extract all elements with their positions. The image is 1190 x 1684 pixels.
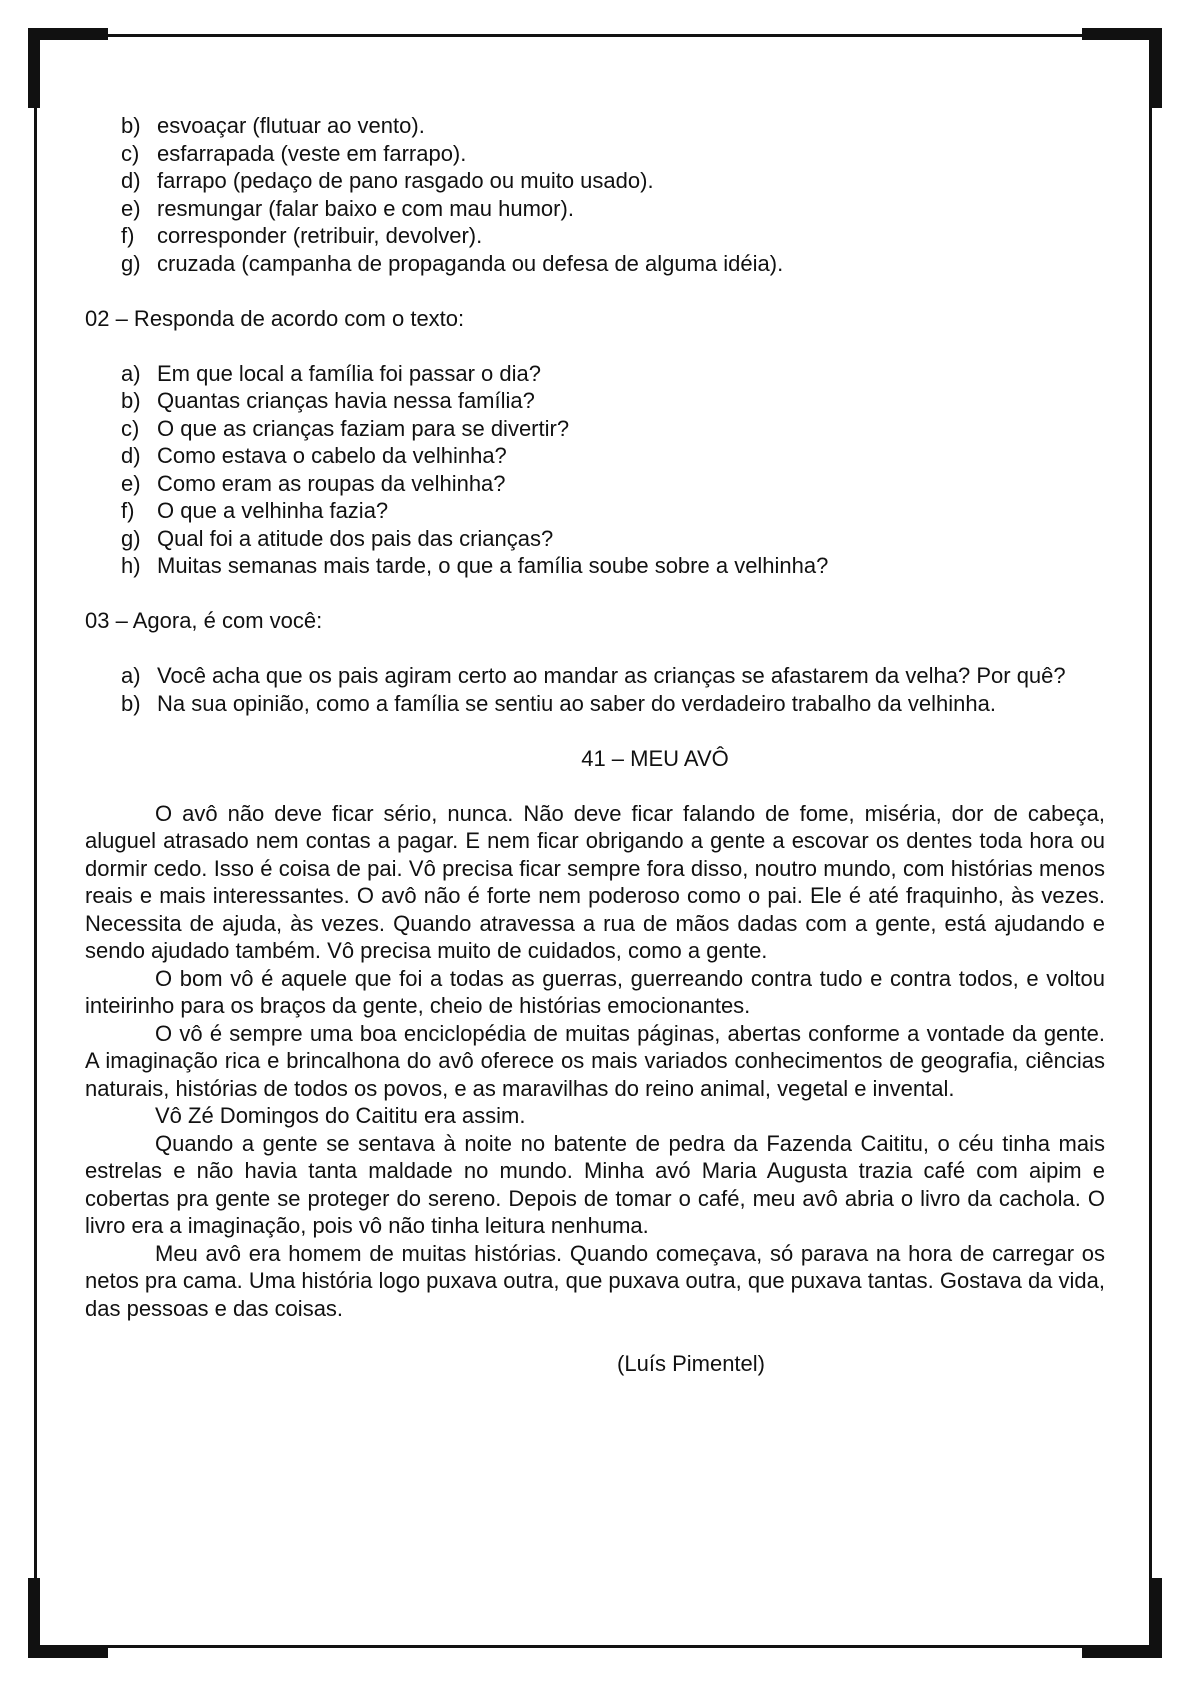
- item-text: esfarrapada (veste em farrapo).: [157, 140, 467, 166]
- story-author: (Luís Pimentel): [617, 1350, 765, 1376]
- item-text: O que as crianças faziam para se divertir?: [157, 415, 570, 441]
- story-paragraph: O avô não deve ficar sério, nunca. Não deve ficar falando de fome, miséria, dor de cabeça, aluguel atrasado nem contas a pagar. E nem ficar obrigando a gente a escovar os dentes toda hora ou dormir cedo. Isso é coisa de pai. Vô precisa ficar sempre fora disso, noutro mundo, com histórias menos reais e mais interessantes. O avô não é forte nem poderoso como o pai. Ele é até fraquinho, às vezes. Necessita de ajuda, às vezes. Quando atravessa a rua de mãos dadas com a gente, está ajudando e sendo ajudado também. Vô precisa muito de cuidados, como a gente.: [85, 800, 1105, 963]
- list-item: [121, 222, 1105, 250]
- item-letter: b): [121, 690, 141, 716]
- item-letter: e): [121, 470, 141, 496]
- list-item: [121, 525, 1105, 553]
- list-item: [121, 415, 1105, 443]
- item-text: Qual foi a atitude dos pais das crianças?: [157, 525, 554, 551]
- item-letter: h): [121, 553, 141, 578]
- item-letter: b): [121, 113, 141, 138]
- item-text: Em que local a família foi passar o dia?: [157, 360, 541, 386]
- corner-mark-top-left: [28, 28, 108, 40]
- story-title: 41 – MEU AVÔ: [581, 745, 729, 771]
- item-text: Como estava o cabelo da velhinha?: [157, 443, 507, 468]
- list-item: [121, 690, 1105, 718]
- item-letter: f): [121, 223, 135, 248]
- story-body: [85, 800, 1105, 1323]
- list-item: [121, 442, 1105, 470]
- vocabulary-list: [85, 112, 1105, 277]
- list-item: [121, 167, 1105, 195]
- item-letter: c): [121, 140, 140, 166]
- item-letter: g): [121, 250, 141, 276]
- question-02-list: [85, 360, 1105, 580]
- item-text: corresponder (retribuir, devolver).: [157, 223, 483, 248]
- list-item: [121, 112, 1105, 140]
- item-letter: g): [121, 525, 141, 551]
- item-text: Você acha que os pais agiram certo ao mandar as crianças se afastarem da velha? Por quê?: [157, 663, 1066, 688]
- item-text: Muitas semanas mais tarde, o que a família soube sobre a velhinha?: [157, 553, 829, 578]
- item-text: Quantas crianças havia nessa família?: [157, 388, 535, 413]
- list-item: [121, 662, 1105, 690]
- item-text: esvoaçar (flutuar ao vento).: [157, 113, 425, 138]
- list-item: [121, 140, 1105, 168]
- list-item: [121, 387, 1105, 415]
- item-letter: a): [121, 663, 141, 688]
- list-item: [121, 360, 1105, 388]
- list-item: [121, 195, 1105, 223]
- story-paragraph: Meu avô era homem de muitas histórias. Quando começava, só parava na hora de carregar os netos pra cama. Uma história logo puxava outra, que puxava outra, que puxava tantas. Gostava da vida, das pessoas e das coisas.: [85, 1240, 1105, 1321]
- list-item: [121, 552, 1105, 580]
- corner-mark-bottom-right: [1082, 1646, 1162, 1658]
- item-text: resmungar (falar baixo e com mau humor).: [157, 195, 574, 221]
- story-paragraph: O vô é sempre uma boa enciclopédia de muitas páginas, abertas conforme a vontade da gente. A imaginação rica e brincalhona do avô oferece os mais variados conhecimentos de geografia, ciências naturais, histórias de todos os povos, e as maravilhas do reino animal, vegetal e invental.: [85, 1020, 1105, 1101]
- corner-mark-top-left: [28, 28, 40, 108]
- item-text: Como eram as roupas da velhinha?: [157, 470, 506, 496]
- page-content: [85, 112, 1105, 1377]
- list-item: [121, 497, 1105, 525]
- item-letter: d): [121, 168, 141, 193]
- corner-mark-top-right: [1150, 28, 1162, 108]
- list-item: [121, 470, 1105, 498]
- item-letter: b): [121, 388, 141, 413]
- story-paragraph: Vô Zé Domingos do Caititu era assim.: [155, 1103, 526, 1128]
- item-text: farrapo (pedaço de pano rasgado ou muito usado).: [157, 168, 654, 193]
- item-letter: f): [121, 498, 135, 523]
- item-letter: e): [121, 195, 141, 221]
- question-02-heading: 02 – Responda de acordo com o texto:: [85, 305, 465, 331]
- corner-mark-bottom-left: [28, 1646, 108, 1658]
- corner-mark-top-right: [1082, 28, 1162, 40]
- item-text: Na sua opinião, como a família se sentiu ao saber do verdadeiro trabalho da velhinha.: [157, 690, 996, 716]
- question-03-list: [85, 662, 1105, 717]
- story-paragraph: Quando a gente se sentava à noite no batente de pedra da Fazenda Caititu, o céu tinha mais estrelas e não havia tanta maldade no mundo. Minha avó Maria Augusta trazia café com aipim e cobertas pra gente se proteger do sereno. Depois de tomar o café, meu avô abria o livro da cachola. O livro era a imaginação, pois vô não tinha leitura nenhuma.: [85, 1130, 1105, 1238]
- item-letter: c): [121, 415, 140, 441]
- item-letter: d): [121, 443, 141, 468]
- item-text: O que a velhinha fazia?: [157, 498, 389, 523]
- question-03-heading: 03 – Agora, é com você:: [85, 608, 323, 633]
- story-paragraph: O bom vô é aquele que foi a todas as guerras, guerreando contra tudo e contra todos, e voltou inteirinho para os braços da gente, cheio de histórias emocionantes.: [85, 965, 1105, 1018]
- item-text: cruzada (campanha de propaganda ou defesa de alguma idéia).: [157, 250, 784, 276]
- list-item: [121, 250, 1105, 278]
- item-letter: a): [121, 360, 141, 386]
